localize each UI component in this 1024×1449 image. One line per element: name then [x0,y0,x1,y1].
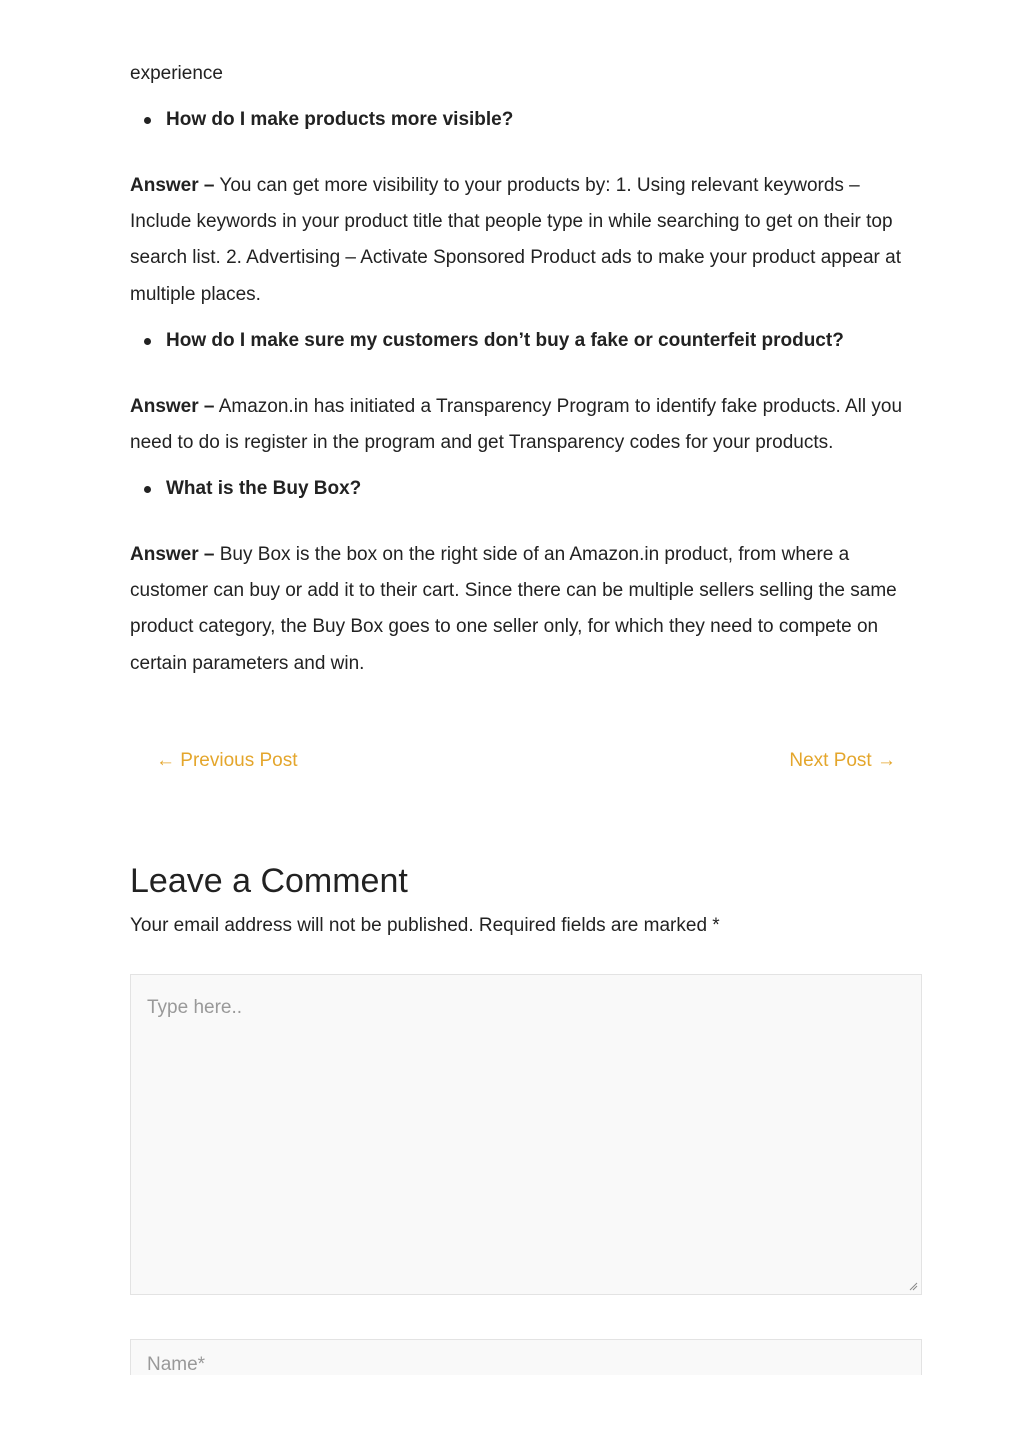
faq-answer [130,537,924,682]
comment-textarea-wrapper [130,974,922,1295]
faq-question [166,108,513,132]
previous-post-link[interactable]: ← Previous Post [156,750,298,771]
comment-section-title: Leave a Comment [130,862,408,900]
post-navigation [156,750,896,778]
faq-question [166,329,844,353]
faq-question-text: What is the Buy Box? [166,478,362,499]
answer-text: You can get more visibility to your products by: 1. Using relevant keywords – Include keywords in your product title that people type in while searching to get on their top search list. 2. Advertising – Activate Sponsored Product ads to make your product appear at multiple places. [130,175,901,305]
lead-text: experience [130,63,223,84]
faq-question-text: How do I make sure my customers don’t buy a fake or counterfeit product? [166,330,844,351]
comment-textarea[interactable] [131,975,921,1294]
answer-label: Answer – [130,396,215,417]
answer-text: Amazon.in has initiated a Transparency Program to identify fake products. All you need to do is register in the program and get Transparency codes for your products. [130,396,903,454]
faq-answer [130,389,924,461]
answer-text: Buy Box is the box on the right side of an Amazon.in product, from where a customer can buy or add it to their cart. Since there can be multiple sellers selling the same product category, the Buy Box goes to one seller only, for which they need to compete on certain parameters and win. [130,544,897,674]
bullet-icon [144,117,151,124]
bullet-icon [144,486,151,493]
faq-answer [130,168,924,313]
resize-handle-icon[interactable] [909,1282,918,1291]
comment-required-note: Your email address will not be published. Required fields are marked * [130,915,720,936]
bullet-icon [144,338,151,345]
faq-question-text: How do I make products more visible? [166,109,514,130]
next-post-link[interactable]: Next Post → [789,750,896,771]
faq-question [166,477,361,501]
page-bottom-margin [0,1375,1024,1449]
answer-label: Answer – [130,175,215,196]
answer-label: Answer – [130,544,215,565]
